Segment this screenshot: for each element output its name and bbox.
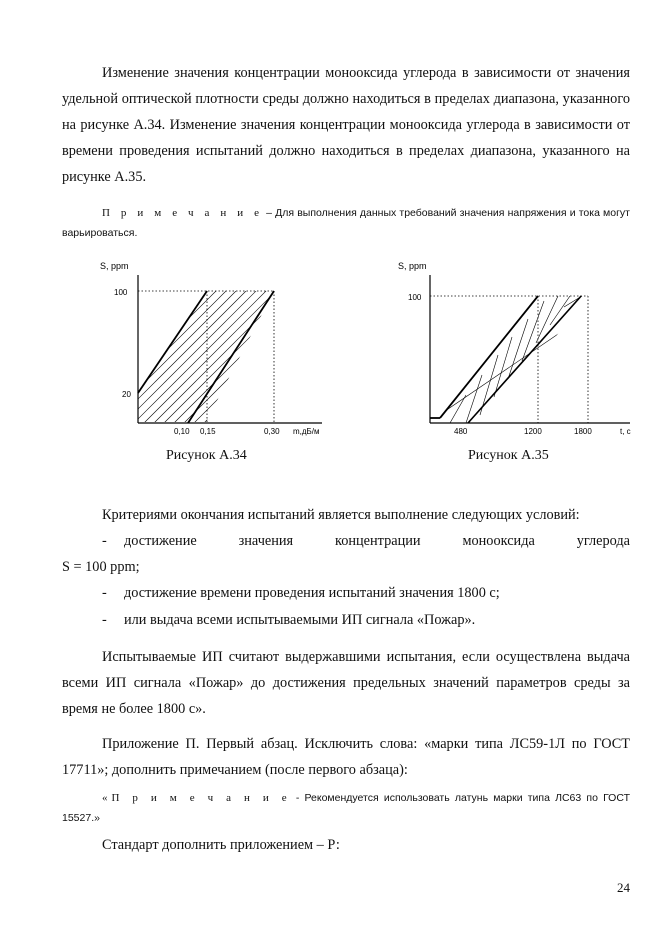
- paragraph-appendix-p: Приложение П. Первый абзац. Исключить слова: «марки типа ЛС59-1Л по ГОСТ 17711»; дополнить примечанием (после первого абзаца):: [62, 736, 630, 778]
- figure-a35-chart: [390, 255, 640, 440]
- fig34-xtick-010: 0,10: [174, 427, 190, 436]
- figure-a34-chart: [92, 255, 342, 440]
- fig35-ylabel: S, ppm: [398, 261, 427, 271]
- figure-a34-caption: Рисунок А.34: [166, 448, 247, 463]
- criteria-item-1-cont: S = 100 ppm;: [62, 559, 140, 575]
- paragraph-ip-result: Испытываемые ИП считают выдержавшими испытания, если осуществлена выдача всеми ИП сигнала «Пожар» до достижения предельных значений параметров среды за время не более 1800 с».: [62, 649, 630, 717]
- note-voltage-current: П р и м е ч а н и е – Для выполнения данных требований значения напряжения и тока могут варьироваться.: [62, 207, 630, 239]
- fig34-ylabel: S, ppm: [100, 261, 129, 271]
- note-brass: «П р и м е ч а н и е - Рекомендуется использовать латунь марки типа ЛС63 по ГОСТ 15527.»: [62, 792, 630, 824]
- fig34-right-bound: [188, 291, 274, 423]
- page-number: 24: [617, 880, 630, 895]
- fig35-xtick-480: 480: [454, 427, 468, 436]
- fig34-left-bound: [138, 291, 207, 393]
- fig35-right-bound: [468, 296, 581, 423]
- fig34-xlabel: m,дБ/м: [293, 427, 320, 436]
- fig34-ytick-20: 20: [122, 390, 131, 399]
- criteria-item-2: - достижение времени проведения испытаний значения 1800 с;: [102, 585, 500, 601]
- fig34-xtick-030: 0,30: [264, 427, 280, 436]
- fig35-ytick-100: 100: [408, 293, 422, 302]
- fig34-xtick-015: 0,15: [200, 427, 216, 436]
- paragraph-co-concentration: Изменение значения концентрации монооксида углерода в зависимости от значения удельной оптической плотности среды должно находиться в пределах диапазона, указанного на рисунке А.34. Изменение значения концентрации монооксида углерода в зависимости от времени проведения испытаний должно находиться в пределах диапазона, указанного на рисунке А.35.: [62, 65, 630, 185]
- fig35-xtick-1200: 1200: [524, 427, 542, 436]
- fig34-ytick-100: 100: [114, 288, 128, 297]
- figure-a35-caption: Рисунок А.35: [468, 448, 549, 463]
- fig35-hatch: [410, 285, 630, 435]
- paragraph-criteria-intro: Критериями окончания испытаний является выполнение следующих условий:: [102, 507, 580, 523]
- fig35-xtick-1800: 1800: [574, 427, 592, 436]
- paragraph-add-appendix: Стандарт дополнить приложением – Р:: [102, 837, 340, 853]
- fig35-xlabel: t, c: [620, 427, 631, 436]
- criteria-item-3: - или выдача всеми испытываемыми ИП сигнала «Пожар».: [102, 612, 476, 628]
- fig34-hatch: [92, 255, 342, 435]
- criteria-item-1: - достижение значения концентрации монооксида углерода: [102, 533, 630, 549]
